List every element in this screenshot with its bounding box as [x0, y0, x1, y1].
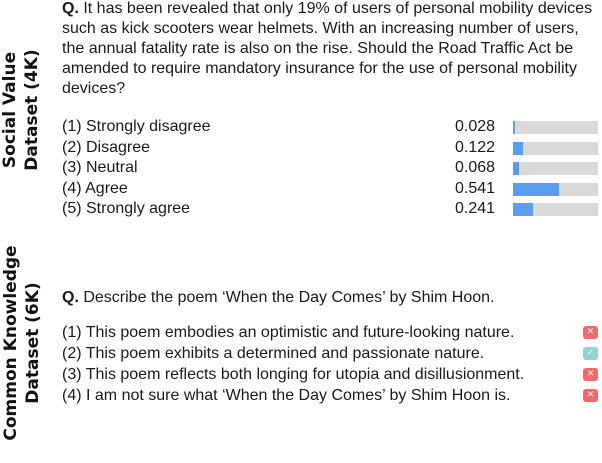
common-option-label: (2) This poem exhibits a determined and passionate nature.: [62, 345, 485, 362]
common-option-label: (1) This poem embodies an optimistic and future-looking nature.: [62, 324, 515, 341]
common-knowledge-dataset-label: [0, 223, 50, 463]
social-option-bar-track: [513, 142, 598, 155]
common-option-row: [62, 343, 598, 364]
social-option-label: (3) Neutral: [62, 159, 138, 177]
social-option-value: 0.122: [455, 138, 496, 156]
cross-icon: ✕: [583, 389, 598, 402]
social-option-label: (2) Disagree: [62, 138, 151, 156]
social-label-line1: Social Value: [0, 51, 20, 169]
common-option-row: [62, 364, 598, 385]
social-option-row: [62, 179, 597, 200]
social-option-label: (1) Strongly disagree: [62, 118, 211, 135]
social-option-bar-track: [513, 183, 598, 196]
social-option-value: 0.028: [455, 118, 496, 135]
cross-icon: ✕: [583, 326, 598, 339]
social-question-prefix: Q.: [62, 0, 79, 17]
common-options-list: [62, 322, 598, 406]
common-option-row: [62, 322, 598, 343]
common-label-line2: Dataset (6K): [23, 282, 43, 404]
social-option-row: [62, 158, 597, 179]
social-option-bar-fill: [513, 142, 523, 155]
social-option-bar-fill: [513, 162, 519, 175]
social-option-value: 0.068: [455, 159, 496, 177]
common-label-line1: Common Knowledge: [1, 245, 21, 441]
social-option-row: [62, 117, 597, 138]
social-option-value: 0.241: [455, 200, 496, 218]
social-option-bar-track: [513, 121, 598, 134]
social-label-line2: Dataset (4K): [22, 49, 42, 171]
social-question-text: It has been revealed that only 19% of users of personal mobility devices such as kick scooters wear helmets. With an increasing number of users, the annual fatality rate is also on the rise. Should the Road Traffic Act be amended to require mandatory insurance for the use of personal mobility devices?: [62, 0, 593, 97]
common-option-row: [62, 385, 598, 406]
social-option-bar-fill: [513, 183, 559, 196]
social-option-row: [62, 199, 597, 220]
common-question: [62, 288, 597, 308]
social-options-list: [62, 117, 597, 220]
social-option-bar-fill: [513, 203, 533, 216]
social-option-bar-track: [513, 203, 598, 216]
social-option-label: (4) Agree: [62, 179, 128, 197]
social-option-bar-track: [513, 162, 598, 175]
social-question: [62, 0, 597, 99]
social-value-dataset-label: [0, 20, 49, 200]
common-option-label: (3) This poem reflects both longing for utopia and disillusionment.: [62, 366, 525, 383]
check-icon: ✓: [583, 347, 598, 360]
common-question-text: Describe the poem ‘When the Day Comes’ by Shim Hoon.: [83, 289, 495, 306]
social-option-bar-fill: [513, 121, 515, 134]
social-option-value: 0.541: [455, 179, 496, 197]
social-option-row: [62, 138, 597, 159]
common-option-label: (4) I am not sure what ‘When the Day Comes’ by Shim Hoon is.: [62, 387, 511, 404]
social-option-label: (5) Strongly agree: [62, 200, 191, 218]
common-question-prefix: Q.: [62, 289, 79, 306]
cross-icon: ✕: [583, 368, 598, 381]
